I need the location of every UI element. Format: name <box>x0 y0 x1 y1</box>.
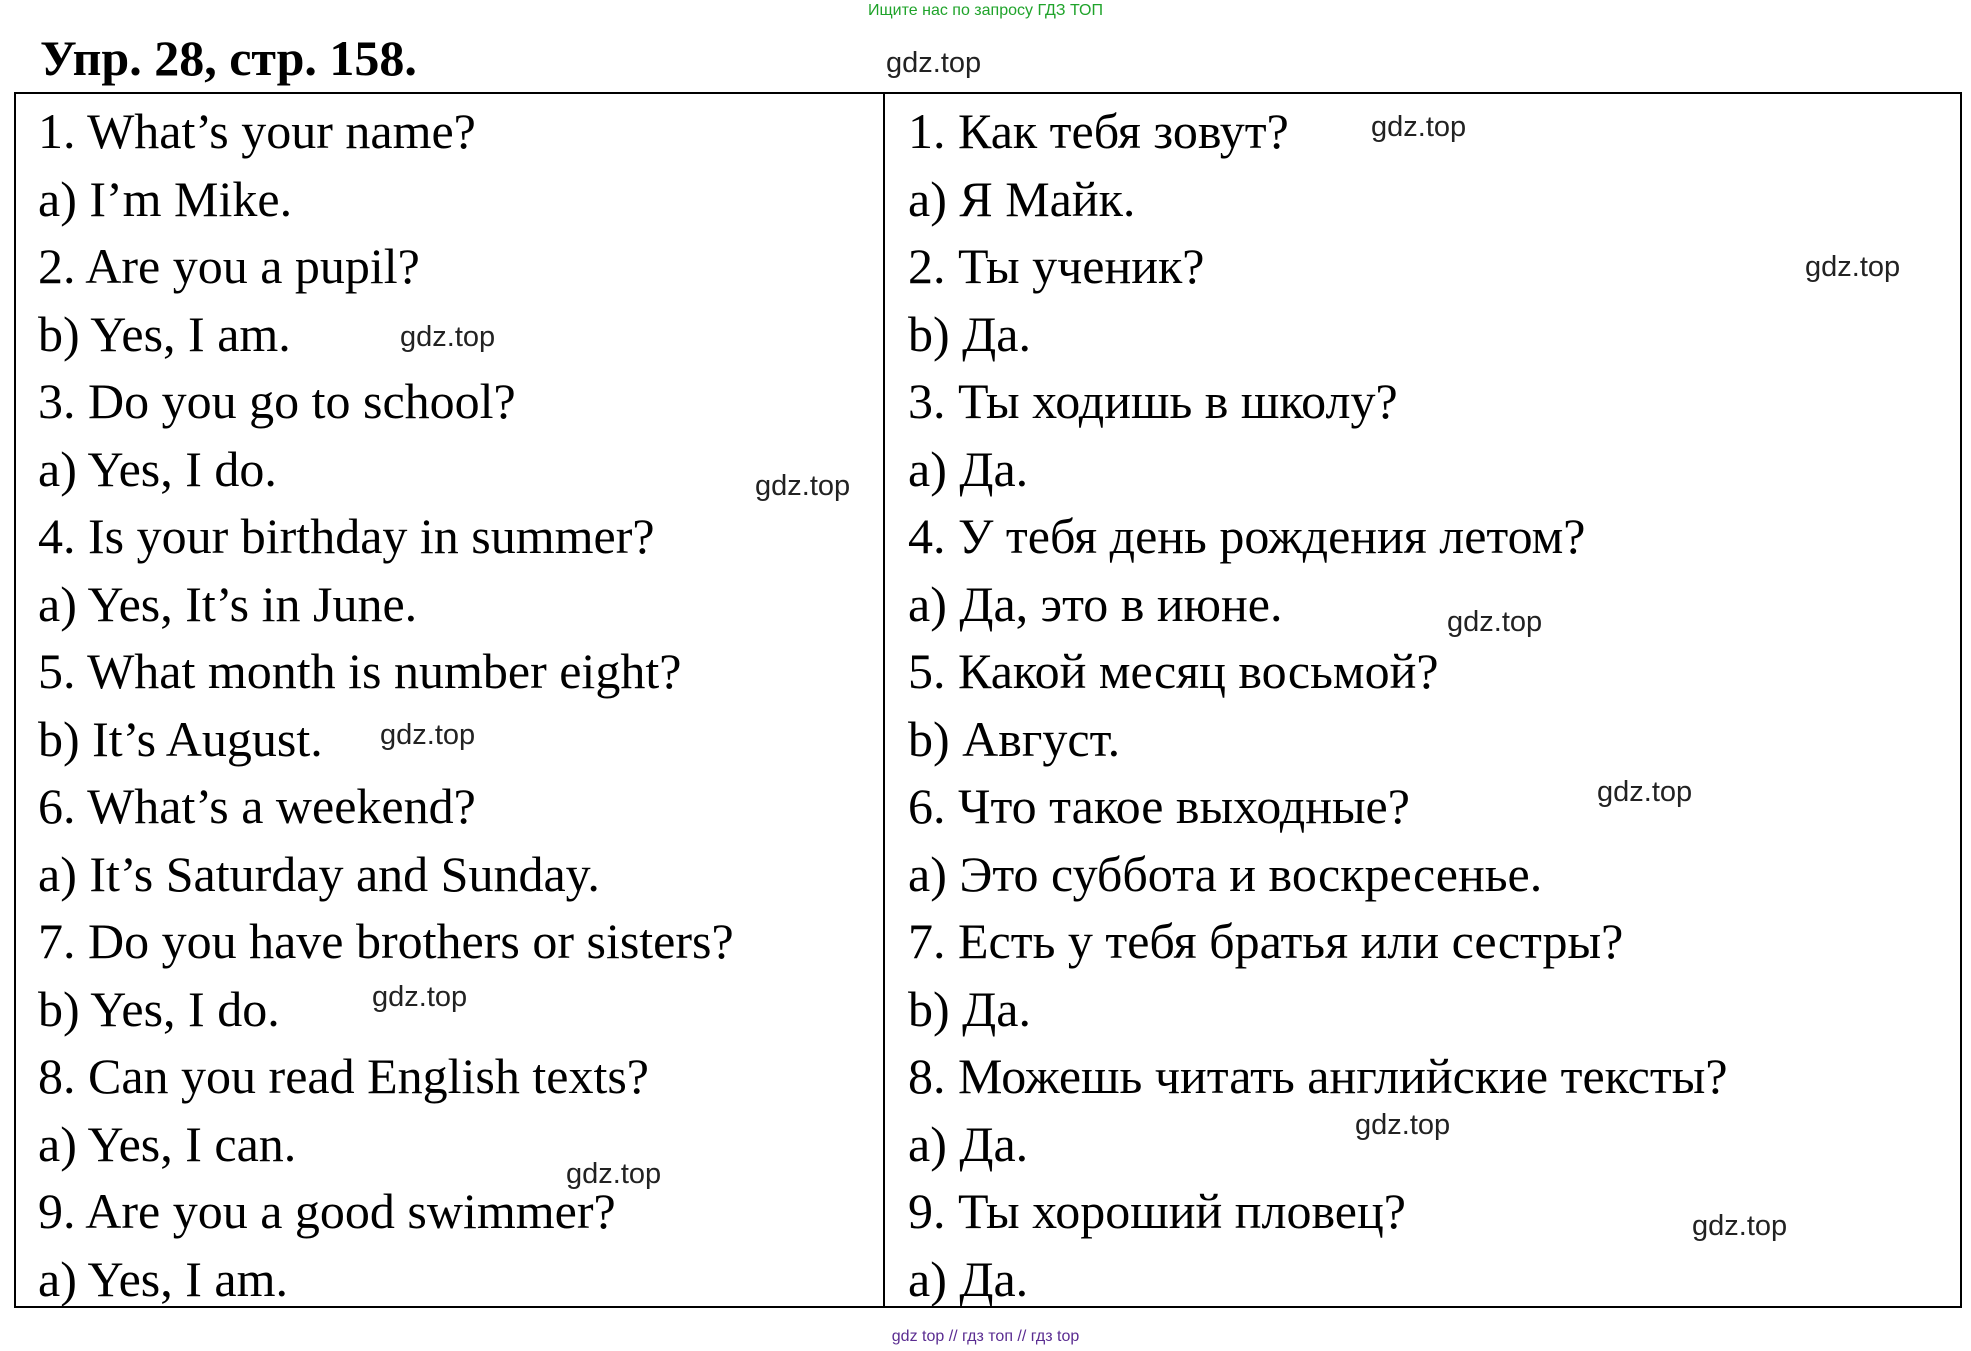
russian-line: a) Да. <box>908 440 1029 497</box>
watermark: gdz.top <box>1355 1109 1451 1141</box>
russian-line: 3. Ты ходишь в школу? <box>908 373 1398 429</box>
russian-line: 7. Есть у тебя братья или сестры? <box>908 913 1624 969</box>
english-line: 3. Do you go to school? <box>38 373 516 429</box>
russian-line: 9. Ты хороший пловец? <box>908 1183 1406 1239</box>
russian-line: a) Я Майк. <box>908 170 1136 227</box>
english-line: 9. Are you a good swimmer? <box>38 1183 616 1239</box>
russian-line: a) Это суббота и воскресенье. <box>908 845 1543 902</box>
english-line: a) Yes, I am. <box>38 1250 288 1307</box>
english-line: 7. Do you have brothers or sisters? <box>38 913 734 969</box>
russian-line: b) Август. <box>908 710 1121 767</box>
watermark: gdz.top <box>1447 606 1543 638</box>
english-line: a) Yes, I do. <box>38 440 277 497</box>
english-line: a) Yes, It’s in June. <box>38 575 418 632</box>
column-divider <box>883 92 885 1308</box>
english-line: a) Yes, I can. <box>38 1115 297 1172</box>
english-line: b) Yes, I am. <box>38 305 291 362</box>
english-line: a) It’s Saturday and Sunday. <box>38 845 600 902</box>
english-line: 1. What’s your name? <box>38 103 476 159</box>
russian-line: 6. Что такое выходные? <box>908 778 1410 834</box>
top-search-note: Ищите нас по запросу ГДЗ ТОП <box>868 2 1103 19</box>
english-line: 6. What’s a weekend? <box>38 778 476 834</box>
russian-line: 2. Ты ученик? <box>908 238 1205 294</box>
english-line: b) It’s August. <box>38 710 323 767</box>
watermark: gdz.top <box>1692 1210 1788 1242</box>
russian-line: 8. Можешь читать английские тексты? <box>908 1048 1728 1104</box>
footer-watermark: gdz top // гдз топ // гдз top <box>891 1328 1080 1345</box>
russian-line: a) Да. <box>908 1250 1029 1307</box>
english-line: b) Yes, I do. <box>38 980 280 1037</box>
watermark: gdz.top <box>1805 251 1901 283</box>
watermark: gdz.top <box>1371 111 1467 143</box>
watermark: gdz.top <box>886 47 982 79</box>
russian-line: 5. Какой месяц восьмой? <box>908 643 1439 699</box>
exercise-title: Упр. 28, стр. 158. <box>40 30 417 86</box>
watermark: gdz.top <box>380 719 476 751</box>
russian-line: b) Да. <box>908 305 1031 362</box>
watermark: gdz.top <box>400 321 496 353</box>
russian-line: 1. Как тебя зовут? <box>908 103 1289 159</box>
watermark: gdz.top <box>372 981 468 1013</box>
watermark: gdz.top <box>1597 776 1693 808</box>
english-line: 4. Is your birthday in summer? <box>38 508 655 564</box>
russian-line: b) Да. <box>908 980 1031 1037</box>
russian-line: 4. У тебя день рождения летом? <box>908 508 1586 564</box>
english-line: 2. Are you a pupil? <box>38 238 420 294</box>
russian-line: a) Да, это в июне. <box>908 575 1283 632</box>
english-column <box>38 98 878 1313</box>
english-line: a) I’m Mike. <box>38 170 293 227</box>
russian-line: a) Да. <box>908 1115 1029 1172</box>
watermark: gdz.top <box>566 1158 662 1190</box>
english-line: 5. What month is number eight? <box>38 643 682 699</box>
watermark: gdz.top <box>755 470 851 502</box>
english-line: 8. Can you read English texts? <box>38 1048 649 1104</box>
